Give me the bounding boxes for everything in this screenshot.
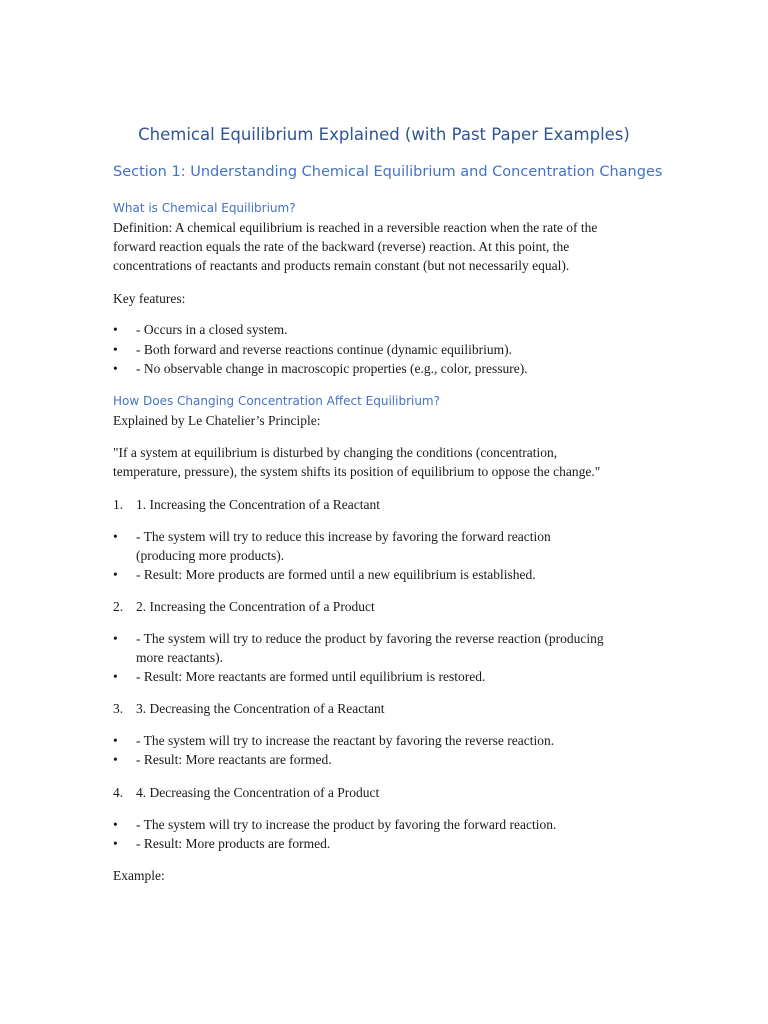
bullet-line: - Result: More reactants are formed until equilibrium is restored.: [136, 669, 486, 684]
bullet-line: more reactants).: [136, 650, 223, 666]
definition-line: Definition: A chemical equilibrium is reached in a reversible reaction when the rate of the: [113, 220, 598, 235]
case-number: 2.: [113, 599, 124, 614]
case-bullet-text: [136, 667, 661, 686]
key-features-label: Key features:: [113, 291, 186, 306]
definition-line: concentrations of reactants and products remain constant (but not necessarily equal).: [113, 258, 570, 274]
bullet-glyph: •: [113, 817, 118, 832]
bullet-glyph: •: [113, 361, 118, 376]
case-number: 1.: [113, 497, 124, 512]
key-feature-text: - Both forward and reverse reactions continue (dynamic equilibrium).: [136, 342, 512, 357]
bullet-glyph: •: [113, 631, 118, 646]
bullet-glyph: •: [113, 567, 118, 582]
bullet-glyph: •: [113, 342, 118, 357]
case-title: 4. Decreasing the Concentration of a Product: [136, 785, 380, 800]
case-number: 3.: [113, 701, 124, 716]
case-bullet-text: [136, 527, 661, 565]
bullet-line: - The system will try to reduce the product by favoring the reverse reaction (producing: [136, 631, 604, 646]
bullet-glyph: •: [113, 529, 118, 544]
section-1-heading: Section 1: Understanding Chemical Equilibrium and Concentration Changes: [113, 164, 663, 180]
how-heading: How Does Changing Concentration Affect Equilibrium?: [113, 394, 440, 408]
bullet-line: - Result: More reactants are formed.: [136, 752, 332, 767]
bullet-line: - The system will try to increase the product by favoring the forward reaction.: [136, 817, 557, 832]
quote-line: temperature, pressure), the system shifts its position of equilibrium to oppose the change.": [113, 464, 601, 480]
bullet-line: - The system will try to increase the reactant by favoring the reverse reaction.: [136, 733, 555, 748]
bullet-glyph: •: [113, 836, 118, 851]
key-feature-text: - Occurs in a closed system.: [136, 322, 288, 337]
definition-line: forward reaction equals the rate of the backward (reverse) reaction. At this point, the: [113, 239, 570, 255]
bullet-line: - Result: More products are formed until a new equilibrium is established.: [136, 567, 536, 582]
case-number: 4.: [113, 785, 124, 800]
bullet-glyph: •: [113, 733, 118, 748]
example-label: Example:: [113, 868, 165, 883]
explained-by-text: Explained by Le Chatelier’s Principle:: [113, 413, 321, 428]
case-bullet-text: [136, 629, 661, 667]
what-is-heading: What is Chemical Equilibrium?: [113, 201, 296, 215]
bullet-glyph: •: [113, 322, 118, 337]
case-bullet-text: [136, 834, 661, 853]
quote-line: "If a system at equilibrium is disturbed by changing the conditions (concentration,: [113, 445, 558, 460]
case-bullet-text: [136, 731, 661, 750]
bullet-glyph: •: [113, 752, 118, 767]
bullet-line: (producing more products).: [136, 548, 285, 564]
case-bullet-text: [136, 750, 661, 769]
case-bullet-text: [136, 565, 661, 584]
bullet-line: - Result: More products are formed.: [136, 836, 331, 851]
definition-paragraph: [113, 218, 658, 276]
case-title: 2. Increasing the Concentration of a Product: [136, 599, 375, 614]
bullet-glyph: •: [113, 669, 118, 684]
key-feature-text: - No observable change in macroscopic properties (e.g., color, pressure).: [136, 361, 528, 376]
case-title: 3. Decreasing the Concentration of a Reactant: [136, 701, 385, 716]
case-bullet-text: [136, 815, 661, 834]
case-title: 1. Increasing the Concentration of a Reactant: [136, 497, 381, 512]
document-title: Chemical Equilibrium Explained (with Past Paper Examples): [138, 125, 630, 144]
bullet-line: - The system will try to reduce this increase by favoring the forward reaction: [136, 529, 551, 544]
le-chatelier-quote: [113, 443, 658, 481]
